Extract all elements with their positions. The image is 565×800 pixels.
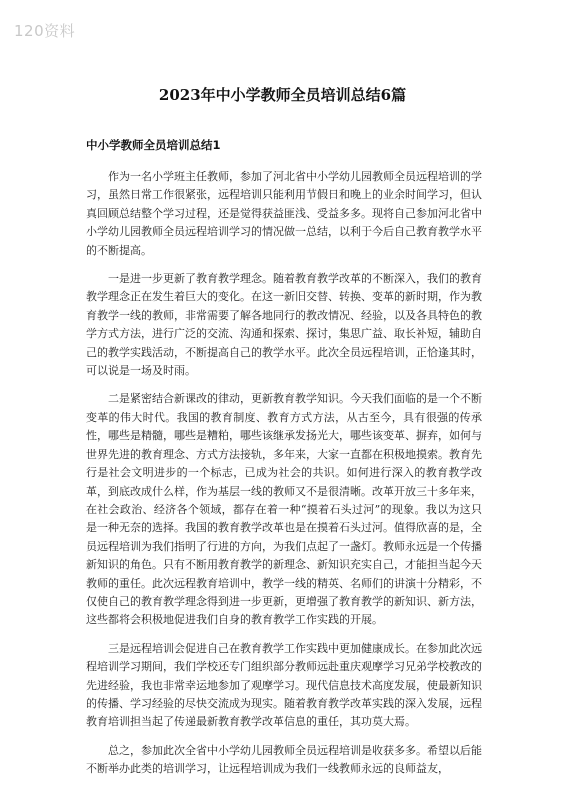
document-title: 2023年中小学教师全员培训总结6篇 xyxy=(158,86,407,104)
paragraph-point-one: 一是进一步更新了教育教学理念。随着教育教学改革的不断深入，我们的教育教学理念正在发生着巨大的变化。在这一新旧交替、转换、变革的新时期，作为教育教学一线的教师，非常需要了解各地同行的教改情况、经验，以及各具特色的教学方式方法，进行广泛的交流、沟通和探索、探讨，集思广益、取长补短，辅助自己的教学实践活动，不断提高自己的教学水平。此次全员远程培训，正恰逢其时，可以说是一场及时雨。 xyxy=(86,272,482,378)
paragraph-point-two: 二是紧密结合新课改的律动，更新教育教学知识。今天我们面临的是一个不断变革的伟大时代。我国的教育制度、教育方式方法，从古至今，具有很强的传承性，哪些是精髓，哪些是糟粕，哪些该继承发扬光大，哪些该变革、摒弃，如何与世界先进的教育理念、方式方法接轨，多年来，大家一直都在积极地摸索。教育先行是社会文明进步的一个标志，已成为社会的共识。如何进行深入的教育教学改革，到底改成什么样，作为基层一线的教师又不是很清晰。改革开放三十多年来，在社会政治、经济各个领域，都存在着一种“摸着石头过河”的现象。我以为这只是一种无奈的选择。我国的教育教学改革也是在摸着石头过河。值得欣喜的是，全员远程培训为我们指明了行进的方向，为我们点起了一盏灯。教师永远是一个传播新知识的角色。只有不断用教育教学的新理念、新知识充实自己，才能担当起今天教师的重任。此次远程教育培训中，教学一线的精英、名师们的讲演十分精彩，不仅使自己的教育教学理念得到进一步更新，更增强了教育教学的新知识、新方法，这些都将会积极地促进我们自身的教育教学工作实践的开展。 xyxy=(86,392,482,627)
paragraph-point-three: 三是远程培训会促进自己在教育教学工作实践中更加健康成长。在参加此次远程培训学习期间，我们学校还专门组织部分教师远赴重庆观摩学习兄弟学校教改的先进经验，我也非常幸运地参加了观摩学习。现代信息技术高度发展，使最新知识的传播、学习经验的尽快交流成为现实。随着教育教学改革实践的深入发展，远程教育培训担当起了传递最新教育教学改革信息的重任，其功莫大焉。 xyxy=(86,641,482,729)
section-heading: 中小学教师全员培训总结1 xyxy=(86,138,221,152)
document-body xyxy=(86,168,482,789)
paragraph-conclusion: 总之，参加此次全省中小学幼儿园教师全员远程培训是收获多多。希望以后能不断举办此类的培训学习，让远程培训成为我们一线教师永远的良师益友， xyxy=(86,743,482,776)
watermark: 120资料 xyxy=(14,22,76,40)
paragraph-intro: 作为一名小学班主任教师，参加了河北省中小学幼儿园教师全员远程培训的学习，虽然日常工作很紧张，远程培训只能利用节假日和晚上的业余时间学习，但认真回顾总结整个学习过程，还是觉得获益匪浅、受益多多。现将自己参加河北省中小学幼儿园教师全员远程培训学习的情况做一总结，以利于今后自己教育教学水平的不断提高。 xyxy=(86,170,482,257)
